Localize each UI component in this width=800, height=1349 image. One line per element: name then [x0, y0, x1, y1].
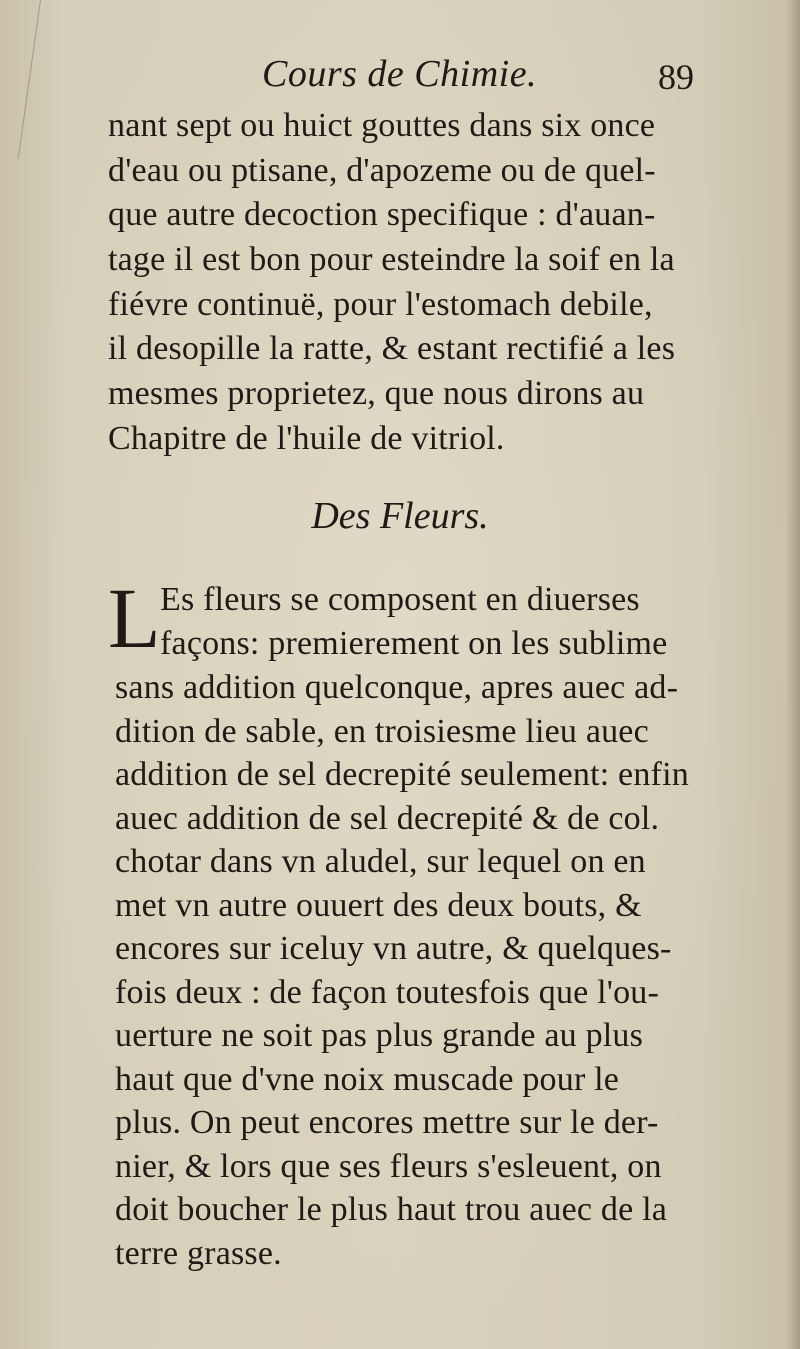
text-line: tage il est bon pour esteindre la soif en la — [108, 241, 675, 279]
text-line: sans addition quelconque, apres auec ad- — [115, 669, 679, 706]
text-line: doit boucher le plus haut trou auec de la — [115, 1191, 668, 1228]
text-line: chotar dans vn aludel, sur lequel on en — [115, 843, 646, 880]
text-line: uerture ne soit pas plus grande au plus — [115, 1017, 644, 1054]
text-line: haut que d'vne noix muscade pour le — [115, 1060, 620, 1098]
page-number: 89 — [658, 57, 694, 97]
text-line: fois deux : de façon toutesfois que l'ou- — [115, 973, 660, 1011]
section-paragraph — [115, 666, 735, 1275]
text-line: fiévre continuë, pour l'estomach debile, — [108, 285, 653, 323]
text-line: plus. On peut encores mettre sur le der- — [115, 1104, 659, 1141]
text-line: auec addition de sel decrepité & de col. — [115, 799, 660, 837]
text-line: addition de sel decrepité seulement: enfin — [115, 756, 689, 793]
text-line: nant sept ou huict gouttes dans six once — [108, 107, 656, 144]
text-line: il desopille la ratte, & estant rectifié a les — [108, 330, 676, 368]
text-line: dition de sable, en troisiesme lieu auec — [115, 712, 649, 750]
text-line: façons: premierement on les sublime — [160, 624, 668, 662]
running-title: Cours de Chimie. — [262, 53, 538, 95]
text-line: mesmes proprietez, que nous dirons au — [108, 375, 645, 413]
text-line: nier, & lors que ses fleurs s'esleuent, on — [115, 1147, 662, 1185]
drop-cap: L — [108, 570, 161, 666]
section-heading: Des Fleurs. — [311, 495, 489, 537]
text-line: encores sur iceluy vn autre, & quelques- — [115, 930, 672, 967]
text-line: d'eau ou ptisane, d'apozeme ou de quel- — [108, 151, 656, 189]
running-head — [0, 52, 800, 98]
page-edge-shadow — [786, 0, 800, 1349]
text-line: terre grasse. — [115, 1234, 282, 1272]
text-line: met vn autre ouuert des deux bouts, & — [115, 886, 642, 924]
body-top-paragraph — [108, 104, 728, 462]
text-line: Es fleurs se composent en diuerses — [160, 581, 640, 618]
text-line: Chapitre de l'huile de vitriol. — [108, 419, 505, 457]
text-line: que autre decoction specifique : d'auan- — [108, 196, 656, 234]
section-first-lines — [160, 578, 740, 665]
